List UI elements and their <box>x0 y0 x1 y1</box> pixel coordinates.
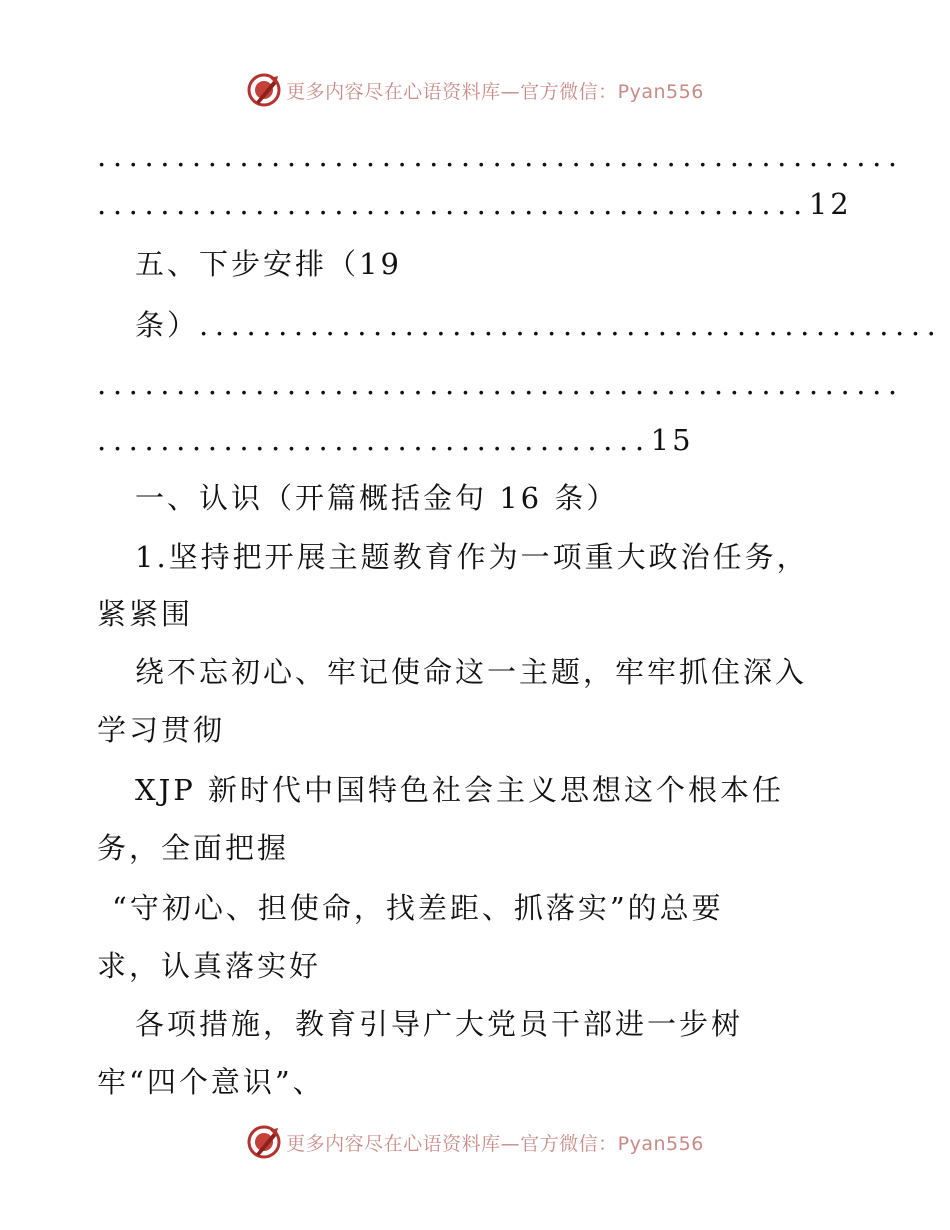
body-line: 各项措施，教育引导广大党员干部进一步树 <box>135 1007 744 1041</box>
body-line: 学习贯彻 <box>97 713 226 747</box>
section-heading: 一、认识（开篇概括金句 16 条） <box>135 481 619 515</box>
body-line: 务，全面把握 <box>97 831 290 865</box>
pen-logo-icon <box>246 72 282 108</box>
toc-entry-line <box>97 420 694 460</box>
body-line: 紧紧围 <box>97 597 194 631</box>
banner-text: 更多内容尽在心语资料库—官方微信：Pyan556 <box>286 1132 704 1155</box>
body-line: “守初心、担使命，找差距、抓落实”的总要 <box>112 891 724 925</box>
banner-text: 更多内容尽在心语资料库—官方微信：Pyan556 <box>286 80 704 103</box>
toc-page-number: 12 <box>808 187 852 221</box>
footer-banner <box>0 1120 950 1164</box>
toc-leader-dots: ............................................. <box>97 187 809 221</box>
toc-entry-line <box>97 184 852 224</box>
header-banner <box>0 68 950 112</box>
toc-dots-line: ................................................... <box>97 367 904 401</box>
pen-logo-icon <box>246 1124 282 1160</box>
toc-item-line <box>135 305 942 345</box>
toc-leader-dots: ................................... <box>97 423 651 457</box>
body-line: XJP 新时代中国特色社会主义思想这个根本任 <box>135 773 785 807</box>
body-line: 求，认真落实好 <box>97 949 322 983</box>
body-line: 绕不忘初心、牢记使命这一主题，牢牢抓住深入 <box>135 655 808 689</box>
body-line: 1.坚持把开展主题教育作为一项重大政治任务， <box>135 540 809 574</box>
toc-item-title: 五、下步安排（19 <box>135 247 402 281</box>
toc-dots-line: ................................................... <box>97 139 904 173</box>
body-line: 牢“四个意识”、 <box>97 1065 325 1099</box>
toc-leader-dots: ............................................... <box>199 308 943 342</box>
toc-page-number: 15 <box>650 423 694 457</box>
toc-item-title-cont: 条） <box>135 308 200 342</box>
